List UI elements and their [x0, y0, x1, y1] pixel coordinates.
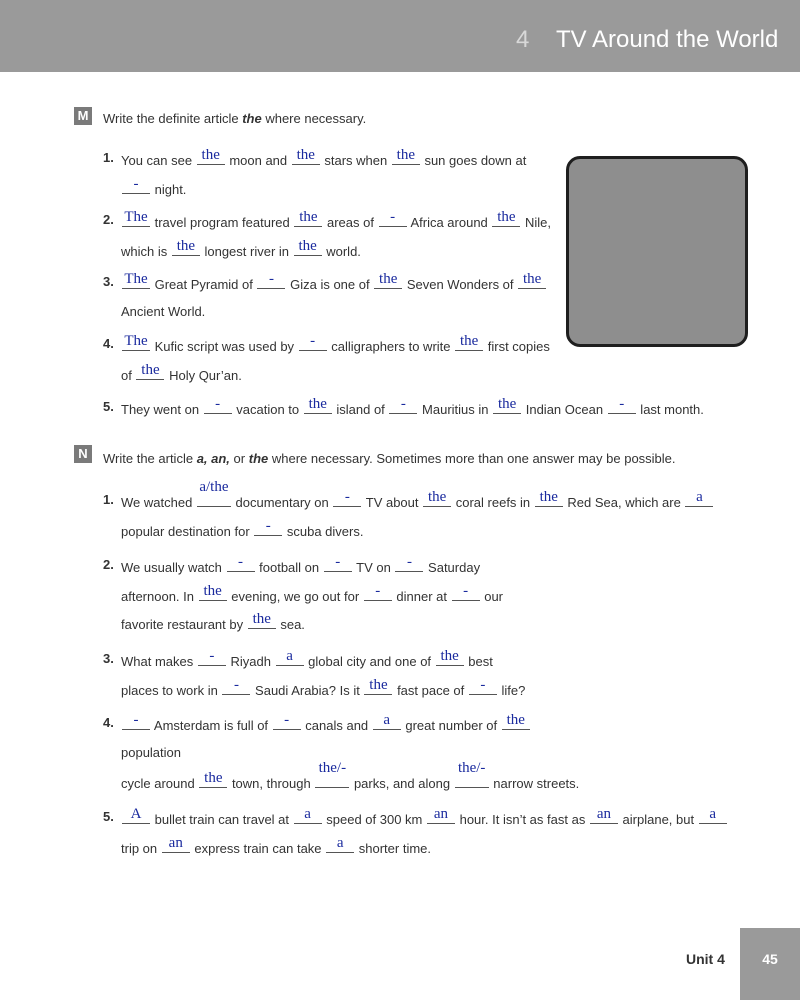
question-text: Amsterdam is full of: [151, 718, 272, 733]
answer-blank[interactable]: [364, 677, 392, 695]
question-line: [121, 209, 552, 232]
handwritten-answer: a: [286, 648, 293, 664]
handwritten-answer: the: [522, 271, 542, 287]
question-line: [121, 554, 481, 577]
question-text: night.: [151, 182, 187, 197]
answer-blank[interactable]: [222, 677, 250, 695]
handwritten-answer: the: [427, 489, 447, 505]
question-text: TV about: [362, 495, 423, 510]
question-text: Saudi Arabia? Is it: [251, 683, 364, 698]
question-text: dinner at: [392, 589, 451, 604]
question-text: global city and one of: [304, 654, 435, 669]
instruction-text: Write the definite article: [103, 111, 243, 126]
handwritten-answer: -: [480, 677, 486, 693]
question-number: 3.: [103, 651, 114, 666]
question-text: Ancient World.: [121, 304, 206, 319]
footer-unit-label: Unit 4: [686, 951, 725, 967]
question-text: What makes: [121, 654, 197, 669]
instruction-text: or: [229, 451, 249, 466]
handwritten-answer: a: [696, 489, 703, 505]
answer-blank[interactable]: [294, 209, 322, 227]
handwritten-answer: the: [299, 209, 318, 225]
answer-blank[interactable]: [326, 835, 354, 853]
question-text: Indian Ocean: [522, 402, 607, 417]
answer-blank[interactable]: [204, 396, 232, 414]
handwritten-answer: -: [233, 677, 239, 693]
handwritten-answer: the: [539, 489, 558, 505]
handwritten-answer: -: [268, 271, 274, 287]
section-n-instruction: [103, 451, 676, 466]
answer-blank[interactable]: [276, 648, 304, 666]
handwritten-answer: -: [209, 648, 215, 664]
handwritten-answer: the: [379, 271, 398, 287]
question-text: Great Pyramid of: [151, 277, 257, 292]
question-line: [121, 712, 531, 735]
handwritten-answer: -: [215, 396, 221, 412]
question-line: [121, 396, 704, 419]
answer-blank[interactable]: [518, 271, 546, 289]
question-number: 1.: [103, 492, 114, 507]
question-text: areas of: [323, 215, 378, 230]
question-line: [121, 479, 714, 512]
answer-blank[interactable]: [374, 271, 402, 289]
question-text: places to work in: [121, 683, 222, 698]
answer-blank[interactable]: [136, 362, 164, 380]
question-line: [121, 583, 504, 606]
question-line: [121, 518, 364, 541]
handwritten-answer: the: [176, 238, 196, 254]
question-text: Saturday: [424, 560, 481, 575]
instruction-keyword: the: [248, 451, 269, 466]
question-text: island of: [332, 402, 389, 417]
handwritten-answer: the: [440, 648, 459, 664]
handwritten-answer: the: [201, 147, 220, 163]
answer-blank[interactable]: [197, 147, 225, 165]
handwritten-answer: the: [308, 396, 327, 412]
question-text: Mauritius in: [418, 402, 493, 417]
handwritten-answer: a: [336, 835, 344, 851]
answer-blank[interactable]: [254, 518, 282, 536]
handwritten-answer: -: [284, 712, 290, 728]
handwritten-answer: -: [390, 209, 396, 225]
question-text: longest river in: [200, 244, 293, 259]
question-text: trip on: [121, 841, 161, 856]
answer-blank[interactable]: [122, 271, 150, 289]
question-text: Riyadh: [226, 654, 275, 669]
question-text: Seven Wonders of: [403, 277, 518, 292]
handwritten-answer: the: [506, 712, 525, 728]
answer-blank[interactable]: [333, 489, 361, 507]
answer-blank[interactable]: [162, 835, 190, 853]
question-text: They went on: [121, 402, 203, 417]
answer-blank[interactable]: [392, 147, 420, 165]
question-line: [121, 333, 550, 356]
question-text: TV on: [352, 560, 395, 575]
section-m-instruction: [103, 111, 366, 126]
handwritten-answer: the: [459, 333, 479, 349]
handwritten-answer: the: [497, 209, 516, 225]
question-text: coral reefs in: [452, 495, 534, 510]
chapter-header: [0, 0, 800, 72]
handwritten-answer: -: [375, 583, 381, 599]
handwritten-answer: -: [335, 554, 341, 570]
question-text: favorite restaurant by: [121, 617, 247, 632]
question-text: bullet train can travel at: [151, 812, 293, 827]
answer-blank[interactable]: [395, 554, 423, 572]
question-text: town, through: [228, 776, 315, 791]
answer-blank[interactable]: [199, 583, 227, 601]
question-text: travel program featured: [151, 215, 294, 230]
question-text: which is: [121, 244, 171, 259]
question-text: documentary on: [231, 495, 333, 510]
handwritten-answer: a/the: [199, 479, 229, 495]
answer-blank[interactable]: [122, 806, 150, 824]
question-text: afternoon. In: [121, 589, 198, 604]
question-line: [121, 611, 305, 634]
instruction-text: where necessary.: [261, 111, 367, 126]
handwritten-answer: -: [463, 583, 469, 599]
footer-page-box: [740, 928, 800, 1000]
answer-blank[interactable]: [364, 583, 392, 601]
question-line: [121, 147, 527, 170]
question-text: sun goes down at: [420, 153, 527, 168]
handwritten-answer: the: [296, 147, 315, 163]
question-text: You can see: [121, 153, 196, 168]
question-text: shorter time.: [355, 841, 432, 856]
question-text: hour. It isn’t as fast as: [455, 812, 589, 827]
answer-blank[interactable]: [469, 677, 497, 695]
answer-blank[interactable]: [257, 271, 285, 289]
answer-blank[interactable]: [122, 712, 150, 730]
question-number: 1.: [103, 150, 114, 165]
question-text: Giza is one of: [286, 277, 374, 292]
question-line: [121, 238, 361, 261]
question-number: 4.: [103, 336, 114, 351]
answer-blank[interactable]: [315, 760, 349, 788]
handwritten-answer: an: [433, 806, 449, 822]
question-text: football on: [255, 560, 323, 575]
question-line: [121, 648, 493, 671]
answer-blank[interactable]: [122, 209, 150, 227]
answer-blank[interactable]: [324, 554, 352, 572]
question-text: best: [464, 654, 493, 669]
handwritten-answer: The: [124, 209, 148, 225]
question-text: calligraphers to write: [327, 339, 455, 354]
photo-placeholder: [566, 156, 748, 347]
handwritten-answer: The: [124, 271, 148, 287]
handwritten-answer: -: [619, 396, 625, 412]
question-text: Holy Qur’an.: [165, 368, 242, 383]
answer-blank[interactable]: [436, 648, 464, 666]
instruction-keyword: the: [242, 111, 262, 126]
answer-blank[interactable]: [685, 489, 713, 507]
question-line: [121, 760, 580, 793]
handwritten-answer: an: [168, 835, 183, 851]
question-text: Red Sea, which are: [563, 495, 685, 510]
question-text: moon and: [225, 153, 291, 168]
chapter-title: TV Around the World: [556, 26, 779, 53]
answer-blank[interactable]: [379, 209, 407, 227]
question-text: Africa around: [407, 215, 492, 230]
question-line: [121, 176, 187, 199]
section-n-badge: N: [74, 445, 92, 463]
handwritten-answer: the/-: [318, 760, 347, 776]
answer-blank[interactable]: [304, 396, 332, 414]
question-text: We watched: [121, 495, 196, 510]
answer-blank[interactable]: [389, 396, 417, 414]
instruction-text: Write the article: [103, 451, 197, 466]
handwritten-answer: the: [298, 238, 317, 254]
question-text: our: [480, 589, 504, 604]
question-text: We usually watch: [121, 560, 226, 575]
handwritten-answer: the: [204, 770, 223, 786]
handwritten-answer: -: [310, 333, 316, 349]
handwritten-answer: The: [124, 333, 148, 349]
answer-blank[interactable]: [273, 712, 301, 730]
question-text: of: [121, 368, 136, 383]
question-line: [121, 271, 547, 294]
question-line: [121, 362, 242, 385]
question-text: scuba divers.: [283, 524, 364, 539]
handwritten-answer: -: [265, 518, 271, 534]
question-text: life?: [497, 683, 526, 698]
handwritten-answer: -: [133, 176, 139, 192]
answer-blank[interactable]: [455, 760, 489, 788]
answer-blank[interactable]: [227, 554, 255, 572]
answer-blank[interactable]: [294, 806, 322, 824]
question-text: sea.: [276, 617, 305, 632]
handwritten-answer: -: [133, 712, 139, 728]
question-line: [121, 677, 526, 700]
question-number: 3.: [103, 274, 114, 289]
answer-blank[interactable]: [493, 396, 521, 414]
answer-blank[interactable]: [197, 479, 231, 507]
handwritten-answer: the: [396, 147, 415, 163]
question-text: parks, and along: [350, 776, 454, 791]
handwritten-answer: a: [709, 806, 717, 822]
question-number: 4.: [103, 715, 114, 730]
question-text: speed of 300 km: [322, 812, 426, 827]
chapter-number: 4: [516, 26, 530, 53]
question-text: population: [121, 745, 181, 760]
question-number: 5.: [103, 809, 114, 824]
answer-blank[interactable]: [122, 176, 150, 194]
answer-blank[interactable]: [373, 712, 401, 730]
answer-blank[interactable]: [292, 147, 320, 165]
answer-blank[interactable]: [452, 583, 480, 601]
answer-blank[interactable]: [299, 333, 327, 351]
instruction-text: where necessary. Sometimes more than one answer may be possible.: [268, 451, 676, 466]
answer-blank[interactable]: [502, 712, 530, 730]
answer-blank[interactable]: [535, 489, 563, 507]
answer-blank[interactable]: [427, 806, 455, 824]
answer-blank[interactable]: [492, 209, 520, 227]
question-text: airplane, but: [618, 812, 698, 827]
question-line: [121, 835, 432, 858]
handwritten-answer: a: [304, 806, 311, 822]
handwritten-answer: the/-: [457, 760, 486, 776]
answer-blank[interactable]: [608, 396, 636, 414]
handwritten-answer: -: [238, 554, 244, 570]
question-text: evening, we go out for: [227, 589, 363, 604]
answer-blank[interactable]: [455, 333, 483, 351]
answer-blank[interactable]: [423, 489, 451, 507]
answer-blank[interactable]: [199, 770, 227, 788]
question-text: stars when: [320, 153, 391, 168]
handwritten-answer: the: [497, 396, 517, 412]
handwritten-answer: -: [406, 554, 412, 570]
question-line: [121, 806, 728, 829]
answer-blank[interactable]: [198, 648, 226, 666]
page-number: 45: [762, 951, 778, 967]
handwritten-answer: the: [203, 583, 222, 599]
handwritten-answer: A: [130, 806, 142, 822]
question-text: Kufic script was used by: [151, 339, 298, 354]
handwritten-answer: -: [400, 396, 406, 412]
instruction-keyword: a, an,: [196, 451, 230, 466]
question-text: canals and: [301, 718, 372, 733]
answer-blank[interactable]: [122, 333, 150, 351]
handwritten-answer: -: [344, 489, 350, 505]
question-line: [121, 744, 181, 762]
question-text: vacation to: [232, 402, 303, 417]
answer-blank[interactable]: [248, 611, 276, 629]
question-text: last month.: [636, 402, 704, 417]
question-text: express train can take: [190, 841, 326, 856]
answer-blank[interactable]: [172, 238, 200, 256]
question-text: first copies: [484, 339, 550, 354]
question-number: 2.: [103, 212, 114, 227]
answer-blank[interactable]: [590, 806, 618, 824]
section-m-badge: M: [74, 107, 92, 125]
handwritten-answer: a: [383, 712, 391, 728]
question-text: Nile,: [521, 215, 552, 230]
question-text: world.: [322, 244, 361, 259]
question-text: great number of: [401, 718, 501, 733]
handwritten-answer: the: [141, 362, 160, 378]
question-line: [121, 303, 205, 321]
question-number: 2.: [103, 557, 114, 572]
question-text: narrow streets.: [489, 776, 580, 791]
question-number: 5.: [103, 399, 114, 414]
answer-blank[interactable]: [294, 238, 322, 256]
handwritten-answer: the: [369, 677, 388, 693]
handwritten-answer: the: [252, 611, 271, 627]
answer-blank[interactable]: [699, 806, 727, 824]
question-text: fast pace of: [393, 683, 468, 698]
handwritten-answer: an: [596, 806, 612, 822]
question-text: popular destination for: [121, 524, 254, 539]
question-text: cycle around: [121, 776, 199, 791]
